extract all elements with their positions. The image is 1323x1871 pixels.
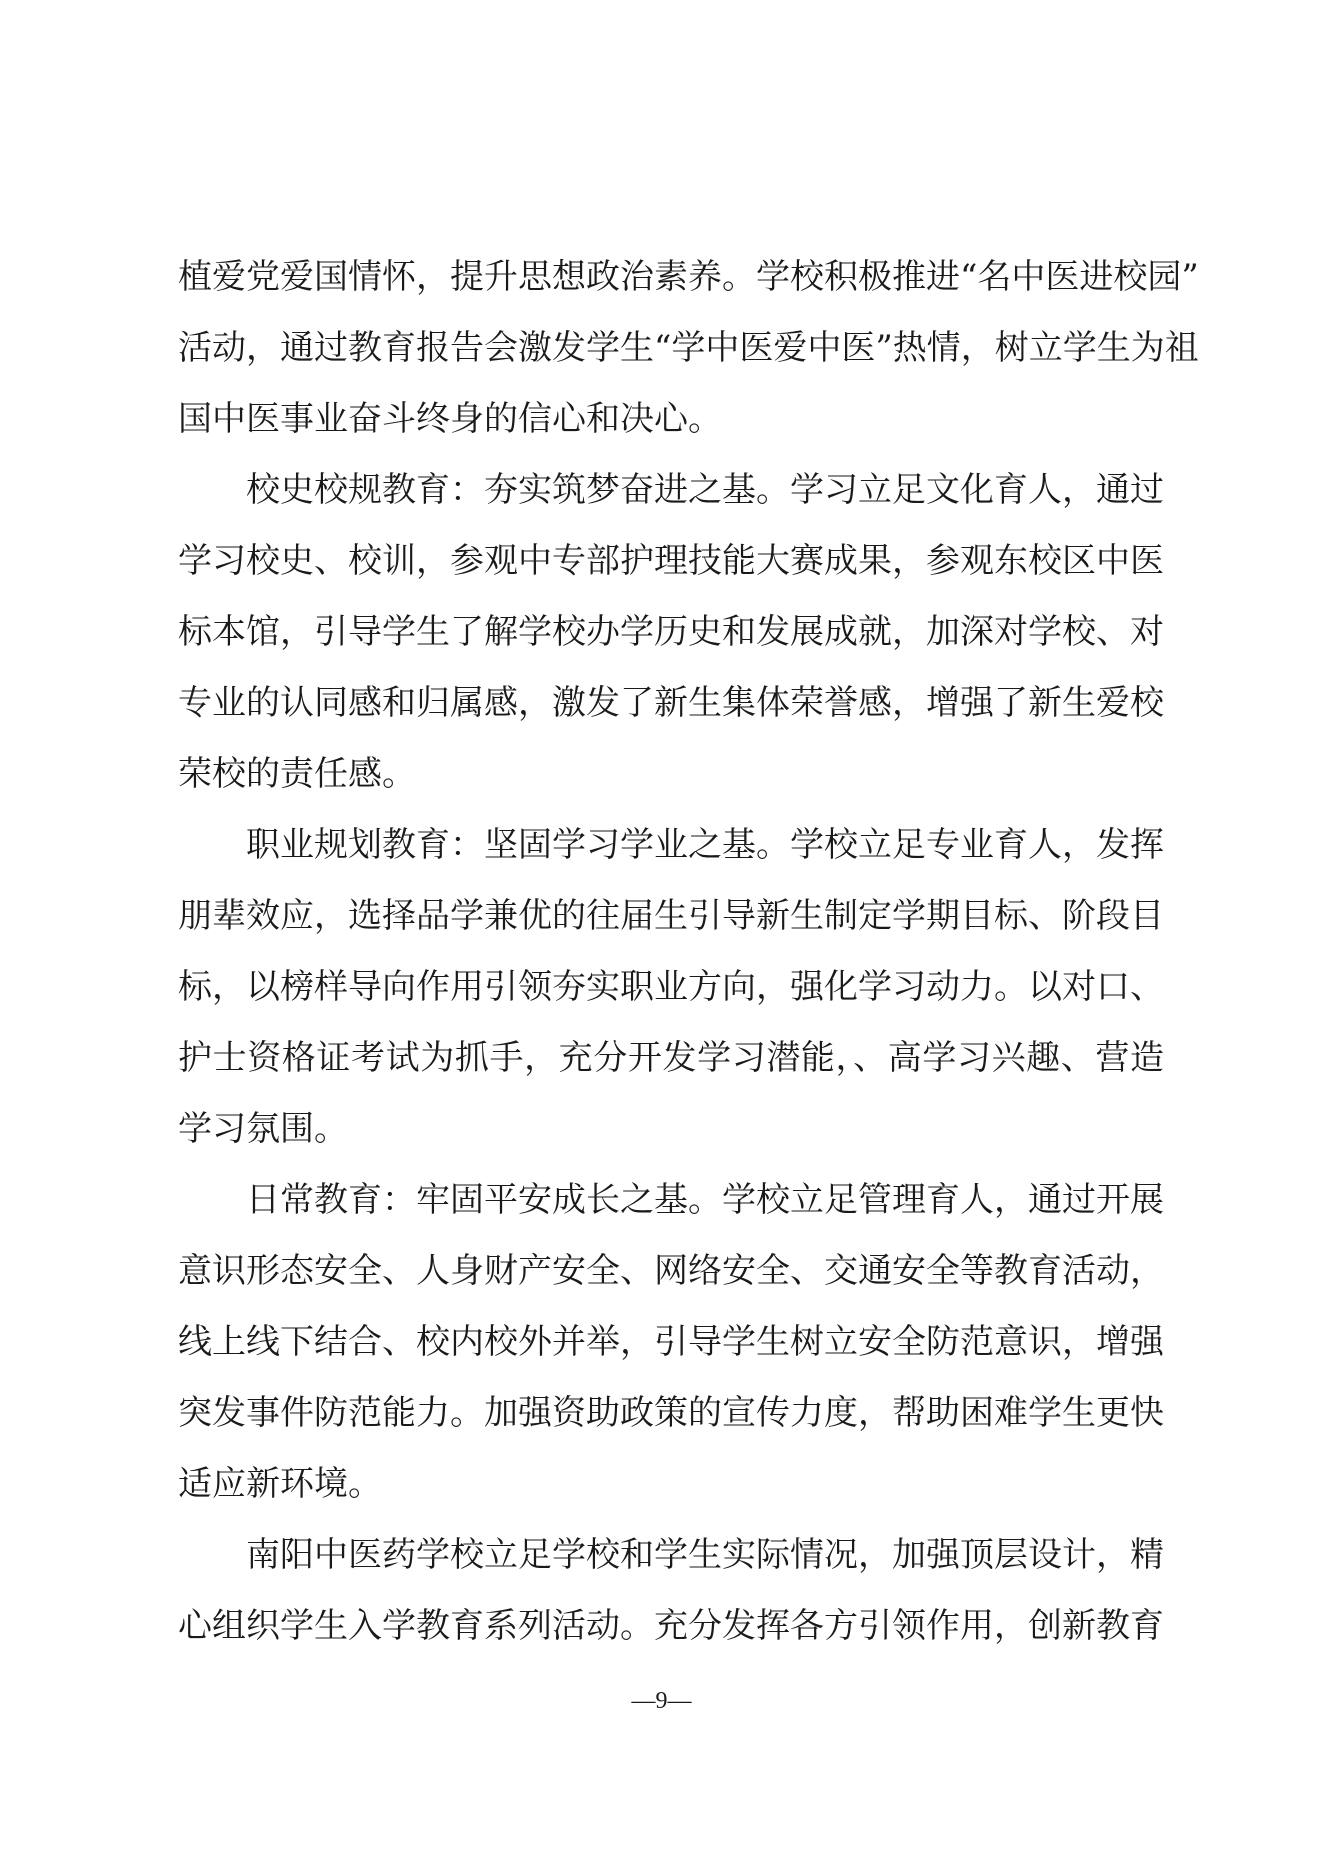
text-line: 国中医事业奋斗终身的信心和决心。 — [178, 399, 722, 439]
body-text — [178, 242, 1199, 1662]
paragraph-first-line: 日常教育：牢固平安成长之基。学校立足管理育人，通过开展 — [246, 1180, 1164, 1220]
text-line: 护士资格证考试为抓手，充分开发学习潜能，、高学习兴趣、营造 — [178, 1038, 1164, 1078]
text-line: 线上线下结合、校内校外并举，引导学生树立安全防范意识，增强 — [178, 1322, 1164, 1362]
text-line: 学习校史、校训，参观中专部护理技能大赛成果，参观东校区中医 — [178, 541, 1164, 581]
text-line: 植爱党爱国情怀，提升思想政治素养。学校积极推进“名中医进校园” — [178, 257, 1199, 297]
text-line: 专业的认同感和归属感，激发了新生集体荣誉感，增强了新生爱校 — [178, 683, 1164, 723]
text-line: 标本馆，引导学生了解学校办学历史和发展成就，加深对学校、对 — [178, 612, 1164, 652]
paragraph-first-line: 南阳中医药学校立足学校和学生实际情况，加强顶层设计，精 — [246, 1535, 1164, 1575]
text-line: 意识形态安全、人身财产安全、网络安全、交通安全等教育活动， — [178, 1251, 1164, 1291]
text-line: 适应新环境。 — [178, 1464, 382, 1504]
text-line: 突发事件防范能力。加强资助政策的宣传力度，帮助困难学生更快 — [178, 1393, 1164, 1433]
text-line: 朋辈效应，选择品学兼优的往届生引导新生制定学期目标、阶段目 — [178, 896, 1164, 936]
text-line: 荣校的责任感。 — [178, 754, 416, 794]
text-line: 标，以榜样导向作用引领夯实职业方向，强化学习动力。以对口、 — [178, 967, 1164, 1007]
paragraph-first-line: 校史校规教育：夯实筑梦奋进之基。学习立足文化育人，通过 — [246, 470, 1164, 510]
paragraph-first-line: 职业规划教育：坚固学习学业之基。学校立足专业育人，发挥 — [246, 825, 1164, 865]
text-line: 心组织学生入学教育系列活动。充分发挥各方引领作用，创新教育 — [178, 1606, 1164, 1646]
text-line: 活动，通过教育报告会激发学生“学中医爱中医”热情，树立学生为祖 — [178, 328, 1199, 368]
page-number: —9— — [631, 1688, 692, 1714]
text-line: 学习氛围。 — [178, 1109, 348, 1149]
